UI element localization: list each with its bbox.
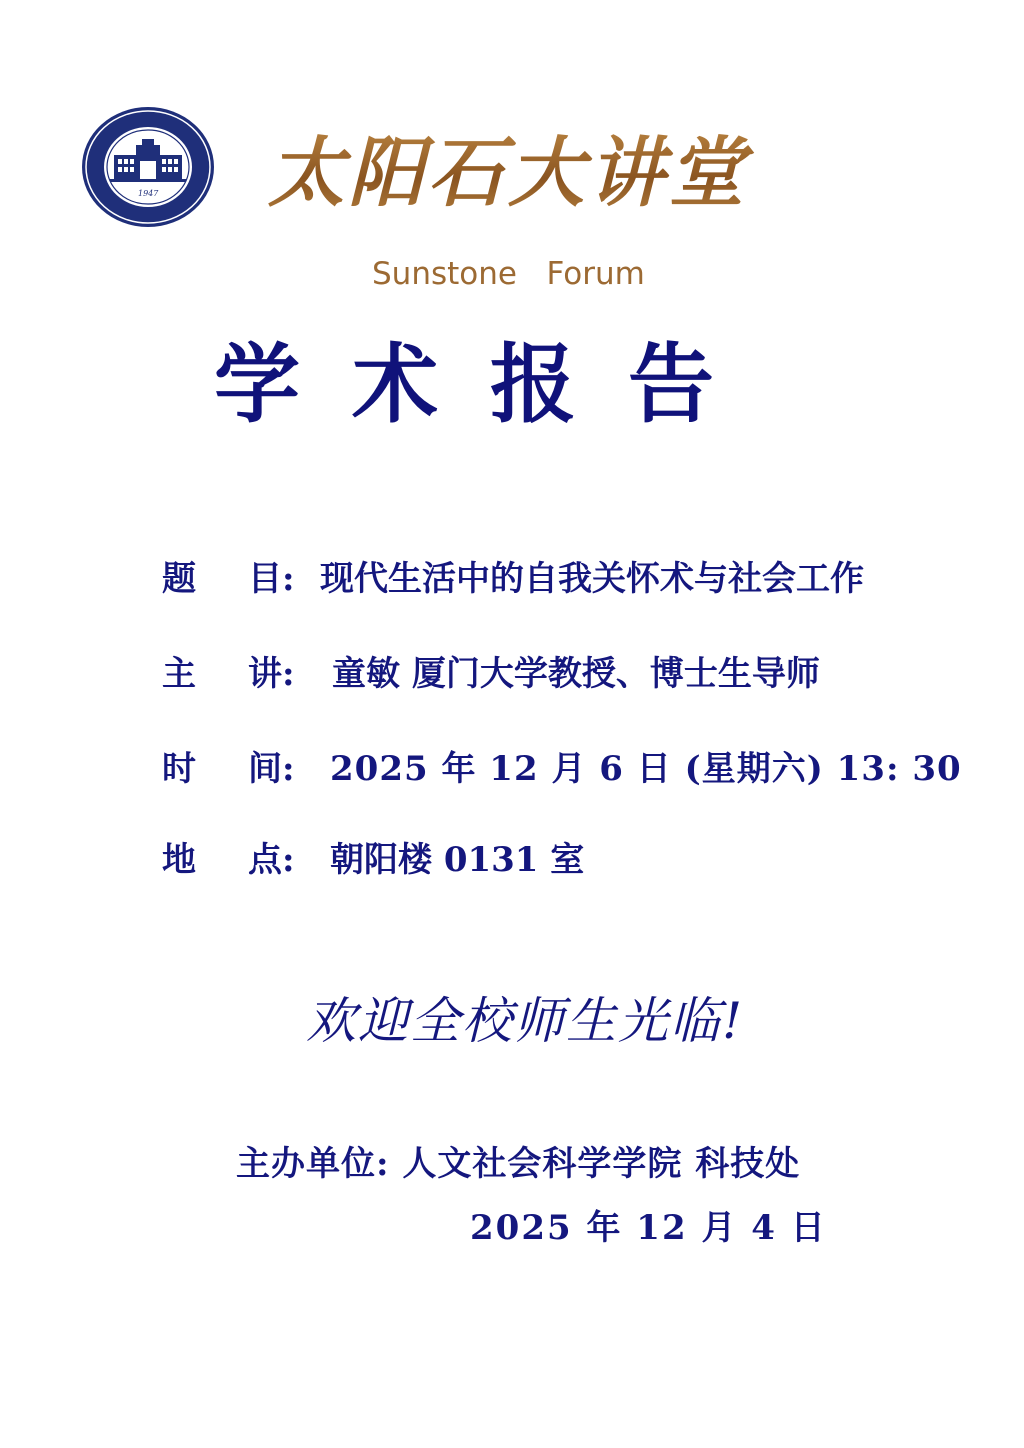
speaker-label-2: 讲: bbox=[248, 654, 295, 694]
time-row bbox=[162, 743, 962, 795]
forum-subtitle: Sunstone Forum bbox=[372, 256, 645, 292]
speaker-value: 童敏 厦门大学教授、博士生导师 bbox=[332, 654, 820, 694]
organizer: 主办单位: 人文社会科学学院 科技处 bbox=[236, 1144, 801, 1184]
forum-title: 太阳石大讲堂 bbox=[268, 118, 768, 228]
issue-date: 2025 年 12 月 4 日 bbox=[470, 1208, 827, 1248]
logo-year: 1947 bbox=[138, 189, 159, 198]
time-label-2: 间: bbox=[248, 749, 295, 789]
topic-label-2: 目: bbox=[248, 559, 295, 599]
place-row bbox=[162, 834, 962, 886]
time-value: 2025 年 12 月 6 日 (星期六) 13: 30 bbox=[330, 749, 962, 789]
place-value: 朝阳楼 0131 室 bbox=[330, 840, 585, 880]
university-seal-graphic bbox=[80, 105, 216, 229]
speaker-label-1: 主 bbox=[162, 654, 196, 694]
place-label-1: 地 bbox=[162, 840, 196, 880]
report-title: 学术报告 bbox=[214, 334, 766, 435]
topic-row bbox=[162, 553, 962, 605]
topic-label-1: 题 bbox=[162, 559, 196, 599]
place-label-2: 点: bbox=[248, 840, 295, 880]
topic-value: 现代生活中的自我关怀术与社会工作 bbox=[320, 559, 864, 599]
welcome-message: 欢迎全校师生光临! bbox=[306, 992, 745, 1050]
speaker-row bbox=[162, 648, 962, 700]
university-logo bbox=[80, 105, 216, 229]
time-label-1: 时 bbox=[162, 749, 196, 789]
